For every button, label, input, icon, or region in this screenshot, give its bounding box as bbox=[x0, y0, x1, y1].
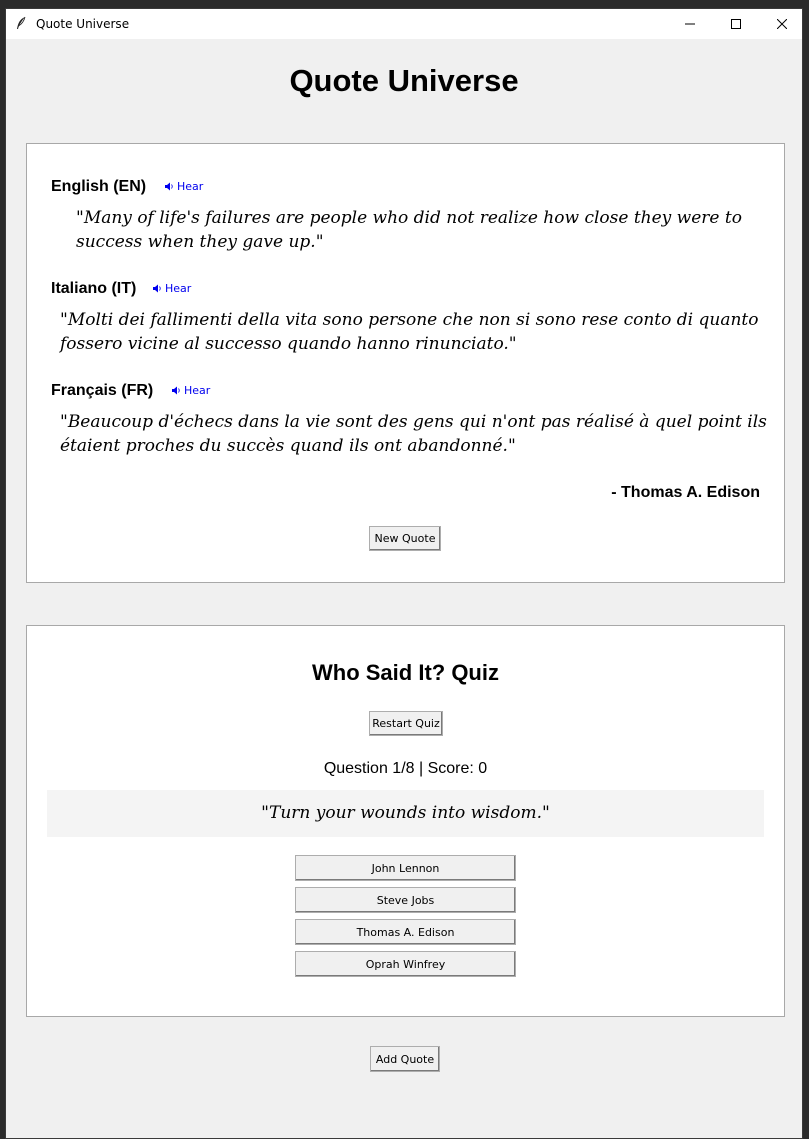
speaker-icon bbox=[164, 182, 174, 191]
language-label-it: Italiano (IT) bbox=[51, 280, 137, 297]
maximize-icon bbox=[731, 19, 741, 29]
quiz-panel bbox=[26, 625, 785, 1017]
hear-button-fr[interactable] bbox=[171, 384, 210, 397]
language-label-fr: Français (FR) bbox=[51, 382, 154, 399]
quote-panel bbox=[26, 143, 785, 583]
quiz-option-button[interactable]: Oprah Winfrey bbox=[295, 951, 516, 977]
quiz-quote: "Turn your wounds into wisdom." bbox=[261, 803, 550, 823]
close-icon bbox=[777, 19, 787, 29]
quiz-quote-box bbox=[47, 790, 764, 837]
quiz-progress: Question 1/8 | Score: 0 bbox=[323, 760, 488, 777]
quote-text-en: "Many of life's failures are people who did not realize how close they were to success when they gave up." bbox=[76, 208, 742, 252]
page-title: Quote Universe bbox=[289, 63, 519, 98]
new-quote-button[interactable]: New Quote bbox=[369, 526, 441, 551]
quote-text-fr: "Beaucoup d'échecs dans la vie sont des gens qui n'ont pas réalisé à quel point ils étaient proches du succès quand ils ont abandonné." bbox=[60, 412, 767, 456]
maximize-button[interactable] bbox=[713, 9, 759, 39]
speaker-icon bbox=[171, 386, 181, 395]
add-quote-button[interactable]: Add Quote bbox=[370, 1046, 440, 1072]
window-title: Quote Universe bbox=[36, 17, 130, 31]
close-button[interactable] bbox=[759, 9, 803, 39]
quiz-option-button[interactable]: Thomas A. Edison bbox=[295, 919, 516, 945]
restart-quiz-button[interactable]: Restart Quiz bbox=[369, 711, 443, 736]
hear-label: Hear bbox=[184, 384, 211, 397]
language-label-en: English (EN) bbox=[51, 178, 147, 195]
hear-button-it[interactable] bbox=[152, 282, 191, 295]
title-bar[interactable] bbox=[6, 9, 802, 39]
minimize-button[interactable] bbox=[667, 9, 713, 39]
quiz-option-button[interactable]: Steve Jobs bbox=[295, 887, 516, 913]
quote-text-it: "Molti dei fallimenti della vita sono persone che non si sono rese conto di quanto fossero vicine al successo quando hanno rinunciato." bbox=[60, 310, 759, 354]
quiz-option-button[interactable]: John Lennon bbox=[295, 855, 516, 881]
app-window bbox=[5, 8, 803, 1139]
quiz-title: Who Said It? Quiz bbox=[312, 660, 499, 685]
speaker-icon bbox=[152, 284, 162, 293]
quote-author: - Thomas A. Edison bbox=[611, 484, 760, 501]
feather-icon bbox=[15, 16, 27, 30]
hear-label: Hear bbox=[177, 180, 204, 193]
hear-button-en[interactable] bbox=[164, 180, 203, 193]
hear-label: Hear bbox=[165, 282, 192, 295]
minimize-icon bbox=[685, 19, 695, 29]
